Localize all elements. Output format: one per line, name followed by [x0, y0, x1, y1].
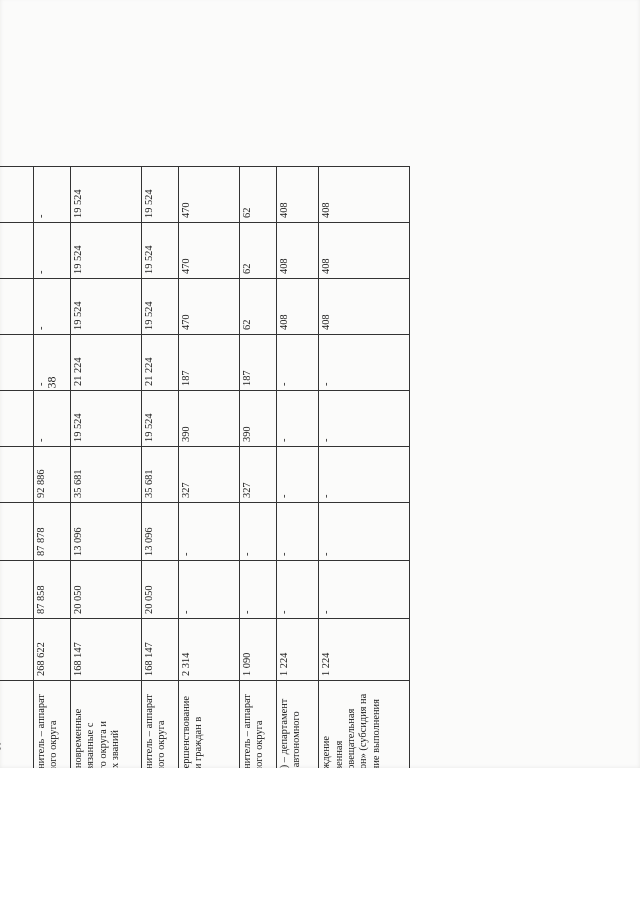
cell-value: 20 050: [141, 560, 178, 618]
cell-value: 390: [239, 390, 276, 446]
cell-value: 327: [178, 446, 239, 502]
cell-value: -: [33, 166, 70, 222]
cell-value: 408: [318, 222, 409, 278]
cell-value: [0, 334, 33, 390]
cell-value: 327: [239, 446, 276, 502]
cell-value: [0, 502, 33, 560]
cell-value: 62: [239, 166, 276, 222]
cell-value: 62: [239, 278, 276, 334]
cell-value: 87 878: [33, 502, 70, 560]
cell-value: -: [318, 390, 409, 446]
page-number: 38: [44, 376, 59, 389]
cell-value: [0, 278, 33, 334]
cell-value: 408: [276, 278, 318, 334]
cell-value: [0, 560, 33, 618]
cell-value: 408: [276, 166, 318, 222]
cell-value: 35 681: [141, 446, 178, 502]
cell-value: 20 050: [70, 560, 141, 618]
cell-value: 470: [178, 222, 239, 278]
cell-value: 19 524: [141, 166, 178, 222]
cell-total: 1 224: [276, 618, 318, 680]
cell-value: -: [276, 502, 318, 560]
cell-value: -: [33, 334, 70, 390]
cell-value: -: [33, 278, 70, 334]
cell-value: -: [318, 502, 409, 560]
cell-value: [0, 446, 33, 502]
cell-value: 19 524: [141, 222, 178, 278]
cell-value: 408: [276, 222, 318, 278]
cell-value: -: [318, 446, 409, 502]
cell-value: -: [276, 446, 318, 502]
cell-value: 13 096: [141, 502, 178, 560]
cell-total: 1 090: [239, 618, 276, 680]
cell-value: 19 524: [70, 166, 141, 222]
cell-value: 87 858: [33, 560, 70, 618]
cell-value: 187: [178, 334, 239, 390]
cell-value: 408: [318, 278, 409, 334]
cell-value: -: [318, 560, 409, 618]
blank-margin: [0, 768, 640, 905]
cell-value: 21 224: [70, 334, 141, 390]
cell-value: 19 524: [70, 278, 141, 334]
cell-total: 168 147: [70, 618, 141, 680]
cell-value: -: [33, 222, 70, 278]
cell-value: [0, 166, 33, 222]
cell-value: -: [276, 390, 318, 446]
cell-value: 19 524: [70, 390, 141, 446]
cell-value: 408: [318, 166, 409, 222]
cell-total: 268 622: [33, 618, 70, 680]
cell-total: 168 147: [141, 618, 178, 680]
cell-value: 470: [178, 278, 239, 334]
cell-value: 35 681: [70, 446, 141, 502]
cell-value: 62: [239, 222, 276, 278]
cell-value: -: [276, 334, 318, 390]
cell-value: -: [239, 502, 276, 560]
cell-total: 2 314: [178, 618, 239, 680]
cell-value: 13 096: [70, 502, 141, 560]
cell-value: [0, 390, 33, 446]
cell-value: -: [318, 334, 409, 390]
cell-value: -: [178, 502, 239, 560]
cell-value: -: [276, 560, 318, 618]
cell-value: 19 524: [141, 390, 178, 446]
cell-value: -: [178, 560, 239, 618]
cell-value: 21 224: [141, 334, 178, 390]
cell-value: -: [33, 390, 70, 446]
cell-value: [0, 222, 33, 278]
cell-value: 187: [239, 334, 276, 390]
cell-value: 470: [178, 166, 239, 222]
cell-total: [0, 618, 33, 680]
cell-total: 1 224: [318, 618, 409, 680]
cell-value: 19 524: [141, 278, 178, 334]
cell-value: -: [239, 560, 276, 618]
cell-value: 390: [178, 390, 239, 446]
cell-value: 19 524: [70, 222, 141, 278]
cell-value: 92 886: [33, 446, 70, 502]
